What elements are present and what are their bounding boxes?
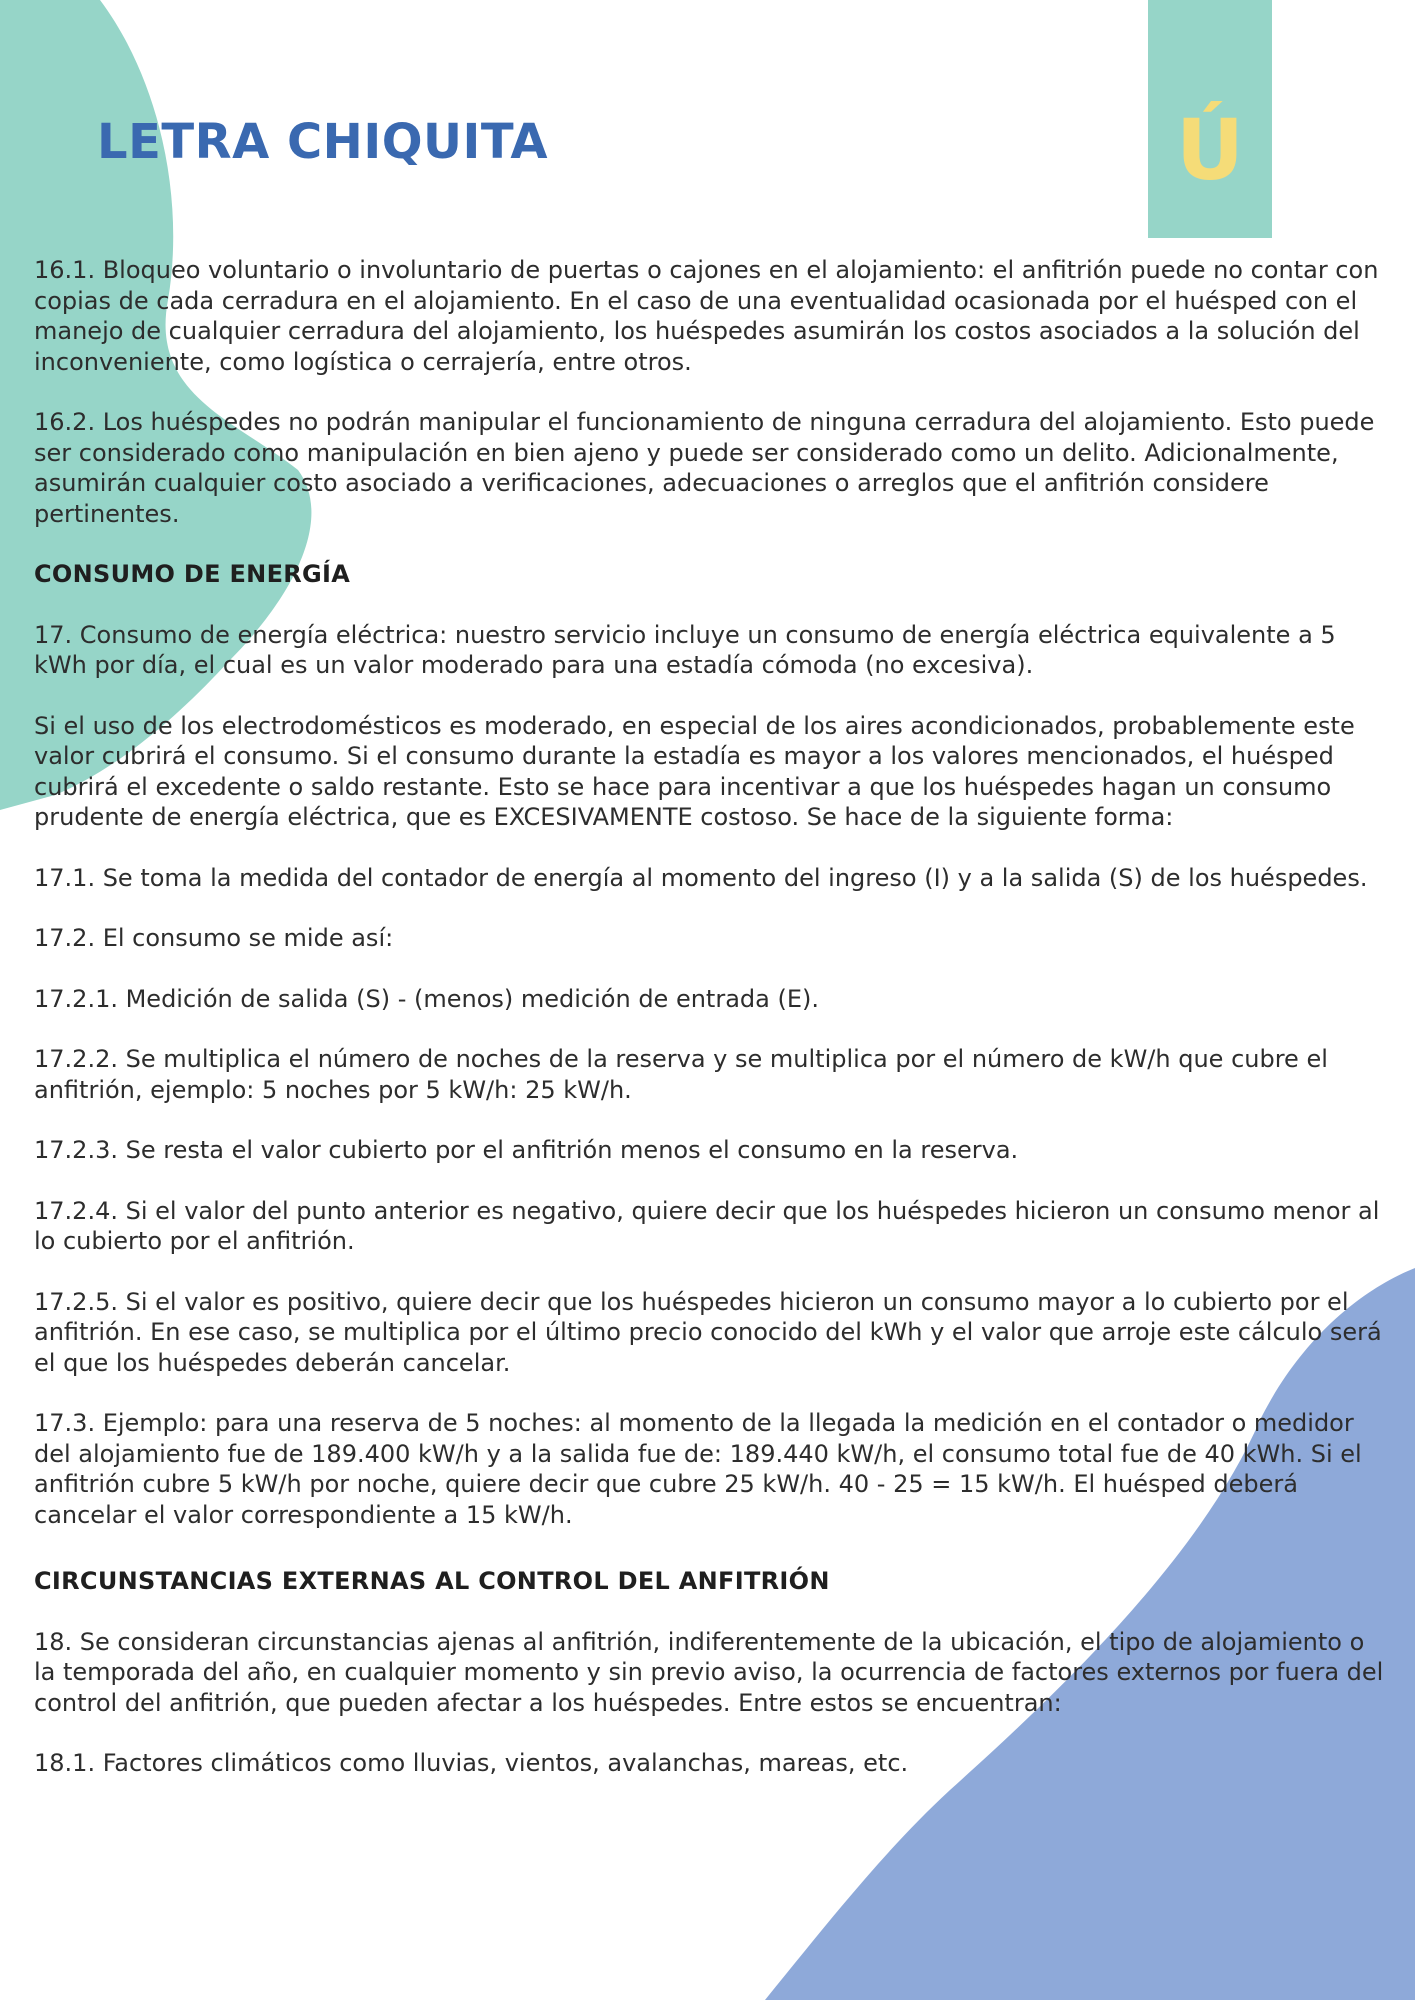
paragraph-17-3: 17.3. Ejemplo: para una reserva de 5 noches: al momento de la llegada la medición en el contador o medidor del alojamiento fue de 189.400 kW/h y a la salida fue de: 189.440 kW/h, el consumo total fue de 40 kWh. Si el anfitrión cubre 5 kW/h por noche, quiere decir que cubre 25 kW/h. 40 - 25 = 15 kW/h. El huésped deberá cancelar el valor correspondiente a 15 kW/h. [34, 1409, 1362, 1529]
paragraph-17-2-4: 17.2.4. Si el valor del punto anterior es negativo, quiere decir que los huéspedes hicieron un consumo menor al lo cubierto por el anfitrión. [34, 1196, 1380, 1255]
paragraph-17-2-3: 17.2.3. Se resta el valor cubierto por el anfitrión menos el consumo en la reserva. [34, 1136, 1019, 1164]
paragraph-17-2-5: 17.2.5. Si el valor es positivo, quiere decir que los huéspedes hicieron un consumo mayor a lo cubierto por el anfitrión. En ese caso, se multiplica por el último precio conocido del kWh y el valor que arroje este cálculo será el que los huéspedes deberán cancelar. [34, 1287, 1382, 1377]
corner-letter: Ú [1175, 101, 1245, 199]
section-heading-energy: CONSUMO DE ENERGÍA [34, 560, 351, 588]
paragraph-16-2: 16.2. Los huéspedes no podrán manipular el funcionamiento de ninguna cerradura del alojamiento. Esto puede ser considerado como manipulación en bien ajeno y puede ser considerado como un delito. Adicionalmente, asumirán cualquier costo asociado a verificaciones, adecuaciones o arreglos que el anfitrión considere pertinentes. [34, 408, 1375, 528]
document-body [34, 255, 1386, 1809]
paragraph-16-1: 16.1. Bloqueo voluntario o involuntario de puertas o cajones en el alojamiento: el anfitrión puede no contar con copias de cada cerradura en el alojamiento. En el caso de una eventualidad ocasionada por el huésped con el manejo de cualquier cerradura del alojamiento, los huéspedes asumirán los costos asociados a la solución del inconveniente, como logística o cerrajería, entre otros. [34, 256, 1379, 376]
paragraph-17: 17. Consumo de energía eléctrica: nuestro servicio incluye un consumo de energía eléctrica equivalente a 5 kWh por día, el cual es un valor moderado para una estadía cómoda (no excesiva). [34, 620, 1336, 679]
paragraph-17-2-2: 17.2.2. Se multiplica el número de noches de la reserva y se multiplica por el número de kW/h que cubre el anfitrión, ejemplo: 5 noches por 5 kW/h: 25 kW/h. [34, 1045, 1328, 1104]
paragraph-17-2: 17.2. El consumo se mide así: [34, 924, 394, 952]
paragraph-17-1: 17.1. Se toma la medida del contador de energía al momento del ingreso (I) y a la salida (S) de los huéspedes. [34, 863, 1368, 892]
paragraph-18-1: 18.1. Factores climáticos como lluvias, vientos, avalanchas, mareas, etc. [34, 1749, 909, 1777]
section-heading-external: CIRCUNSTANCIAS EXTERNAS AL CONTROL DEL ANFITRIÓN [34, 1567, 830, 1595]
paragraph-17-intro: Si el uso de los electrodomésticos es moderado, en especial de los aires acondicionados, probablemente este valor cubrirá el consumo. Si el consumo durante la estadía es mayor a los valores mencionados, el huésped cubrirá el excedente o saldo restante. Esto se hace para incentivar a que los huéspedes hagan un consumo prudente de energía eléctrica, que es EXCESIVAMENTE costoso. Se hace de la siguiente forma: [34, 711, 1355, 831]
paragraph-17-2-1: 17.2.1. Medición de salida (S) - (menos) medición de entrada (E). [34, 984, 819, 1013]
page-title: LETRA CHIQUITA [97, 114, 548, 170]
paragraph-18: 18. Se consideran circunstancias ajenas al anfitrión, indiferentemente de la ubicación, el tipo de alojamiento o la temporada del año, en cualquier momento y sin previo aviso, la ocurrencia de factores externos por fuera del control del anfitrión, que pueden afectar a los huéspedes. Entre estos se encuentran: [34, 1627, 1384, 1717]
